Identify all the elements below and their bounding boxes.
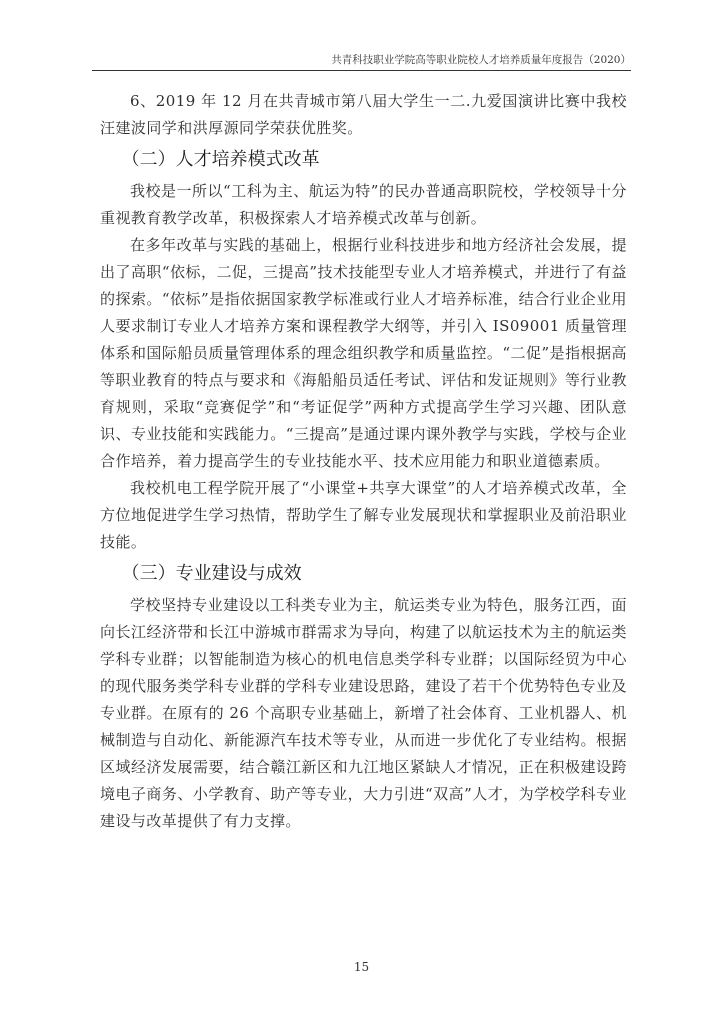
paragraph-school-intro: 我校是一所以“工科为主、航运为特”的民办普通高职院校，学校领导十分重视教育教学改革，积极探索人才培养模式改革与创新。 (100, 182, 627, 227)
section-heading-talent-training: （二）人才培养模式改革 (121, 149, 320, 170)
body-content (100, 88, 627, 835)
paragraph-major-construction: 学校坚持专业建设以工科类专业为主，航运类专业为特色，服务江西，面向长江经济带和长江中游城市群需求为导向，构建了以航运技术为主的航运类学科专业群；以智能制造为核心的机电信息类学科专业群；以国际经贸为中心的现代服务类学科专业群的学科专业建设思路，建设了若干个优势特色专业及专业群。在原有的 26 个高职专业基础上，新增了社会体育、工业机器人、机械制造与自动化、新能源汽车技术等专业，从而进一步优化了专业结构。根据区域经济发展需要，结合赣江新区和九江地区紧缺人才情况，正在积极建设跨境电子商务、小学教育、助产等专业，大力引进“双高”人才，为学校学科专业建设与改革提供了有力支撑。 (100, 596, 627, 830)
paragraph-award: 6、2019 年 12 月在共青城市第八届大学生一二.九爱国演讲比赛中我校汪建波同学和洪厚源同学荣获优胜奖。 (100, 92, 627, 137)
running-header (92, 50, 631, 71)
section-heading-major-construction: （三）专业建设与成效 (121, 563, 302, 584)
header-title: 共青科技职业学院高等职业院校人才培养质量年度报告（2020） (331, 54, 631, 66)
page-number: 15 (353, 960, 370, 974)
paragraph-training-model: 在多年改革与实践的基础上，根据行业科技进步和地方经济社会发展，提出了高职“依标，二促，三提高”技术技能型专业人才培养模式，并进行了有益的探索。“依标”是指依据国家教学标准或行业人才培养标准，结合行业企业用人要求制订专业人才培养方案和课程教学大纲等，并引入 IS09001 质量管理体系和国际船员质量管理体系的理念组织教学和质量监控。“二促”是指根据高等职业教育的特点与要求和《海船船员适任考试、评估和发证规则》等行业教育规则，采取“竞赛促学”和“考证促学”两种方式提高学生学习兴趣、团队意识、专业技能和实践能力。“三提高”是通过课内课外教学与实践，学校与企业合作培养，着力提高学生的专业技能水平、技术应用能力和职业道德素质。 (100, 236, 627, 470)
paragraph-mechatronics-reform: 我校机电工程学院开展了“小课堂+共享大课堂”的人才培养模式改革，全方位地促进学生学习热情，帮助学生了解专业发展现状和掌握职业及前沿职业技能。 (100, 479, 627, 551)
